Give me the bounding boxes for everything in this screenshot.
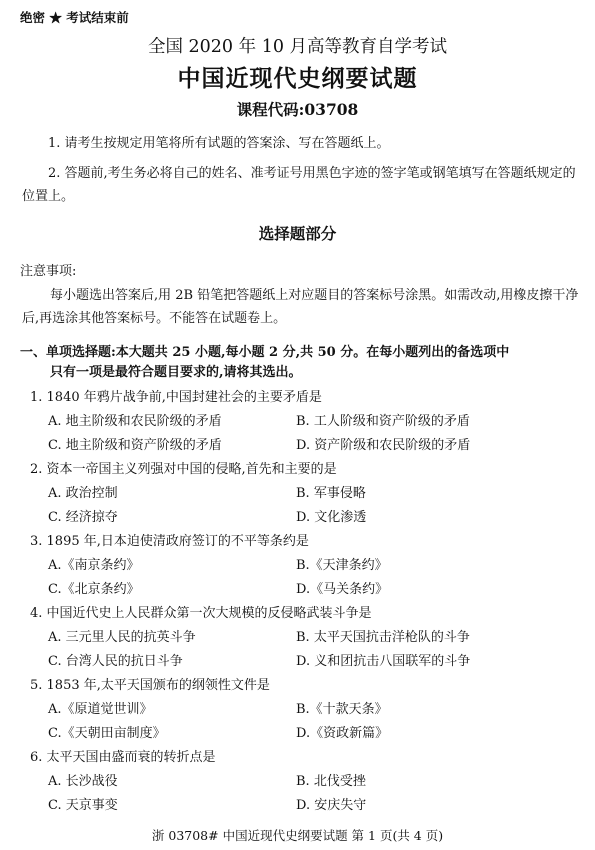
option-a: A. 政治控制 — [48, 486, 118, 501]
section-title: 选择题部分 — [258, 224, 337, 243]
page-footer: 浙 03708# 中国近现代史纲要试题 第 1 页(共 4 页) — [151, 828, 444, 843]
option-a: A. 三元里人民的抗英斗争 — [48, 630, 196, 645]
question-stem: 1. 1840 年鸦片战争前,中国封建社会的主要矛盾是 — [30, 390, 322, 405]
option-c: C. 天京事变 — [48, 798, 118, 813]
question-2 — [30, 458, 585, 530]
option-a: A. 长沙战役 — [48, 774, 118, 789]
exam-title: 全国 2020 年 10 月高等教育自学考试 — [147, 37, 448, 57]
option-a: A.《原道觉世训》 — [48, 702, 153, 717]
option-d: D. 义和团抗击八国联军的斗争 — [296, 654, 471, 669]
question-5 — [30, 674, 585, 746]
question-stem: 5. 1853 年,太平天国颁布的纲领性文件是 — [30, 678, 270, 693]
question-stem: 6. 太平天国由盛而衰的转折点是 — [30, 750, 216, 765]
part-heading-line-1: 一、单项选择题:本大题共 25 小题,每小题 2 分,共 50 分。在每小题列出的备选项中 — [20, 345, 510, 360]
option-d: D.《马关条约》 — [296, 582, 389, 597]
notes-text: 每小题选出答案后,用 2B 铅笔把答题纸上对应题目的答案标号涂黑。如需改动,用橡皮擦干净后,再选涂其他答案标号。不能答在试题卷上。 — [22, 288, 579, 326]
option-b: B. 工人阶级和资产阶级的矛盾 — [296, 414, 470, 429]
option-b: B. 太平天国抗击洋枪队的斗争 — [296, 630, 470, 645]
option-a: A.《南京条约》 — [48, 558, 140, 573]
option-b: B.《十款天条》 — [296, 702, 388, 717]
option-d: D.《资政新篇》 — [296, 726, 389, 741]
course-code: 课程代码:03708 — [236, 100, 359, 119]
option-c: C. 经济掠夺 — [48, 510, 118, 525]
option-c: C.《天朝田亩制度》 — [48, 726, 166, 741]
option-c: C. 地主阶级和资产阶级的矛盾 — [48, 438, 222, 453]
paper-title: 中国近现代史纲要试题 — [177, 65, 418, 92]
instruction-1: 1. 请考生按规定用笔将所有试题的答案涂、写在答题纸上。 — [48, 136, 390, 151]
question-3 — [30, 530, 585, 602]
confidential-label: 绝密 ★ 考试结束前 — [20, 10, 129, 25]
question-4 — [30, 602, 585, 674]
option-b: B.《天津条约》 — [296, 558, 388, 573]
option-b: B. 北伐受挫 — [296, 774, 366, 789]
question-1 — [30, 386, 585, 458]
option-b: B. 军事侵略 — [296, 486, 366, 501]
option-c: C. 台湾人民的抗日斗争 — [48, 654, 183, 669]
option-a: A. 地主阶级和农民阶级的矛盾 — [48, 414, 222, 429]
option-d: D. 安庆失守 — [296, 798, 367, 813]
question-6 — [30, 746, 585, 818]
instruction-2: 2. 答题前,考生务必将自己的姓名、准考证号用黑色字迹的签字笔或钢笔填写在答题纸规定的位置上。 — [22, 166, 576, 204]
question-stem: 4. 中国近代史上人民群众第一次大规模的反侵略武装斗争是 — [30, 606, 372, 621]
question-stem: 2. 资本一帝国主义列强对中国的侵略,首先和主要的是 — [30, 462, 337, 477]
option-c: C.《北京条约》 — [48, 582, 140, 597]
option-d: D. 资产阶级和农民阶级的矛盾 — [296, 438, 471, 453]
part-heading — [20, 343, 582, 383]
question-stem: 3. 1895 年,日本迫使清政府签订的不平等条约是 — [30, 534, 309, 549]
part-heading-line-2: 只有一项是最符合题目要求的,请将其选出。 — [50, 365, 302, 380]
option-d: D. 文化渗透 — [296, 510, 367, 525]
notes-heading: 注意事项: — [20, 264, 77, 279]
question-list — [30, 386, 585, 818]
